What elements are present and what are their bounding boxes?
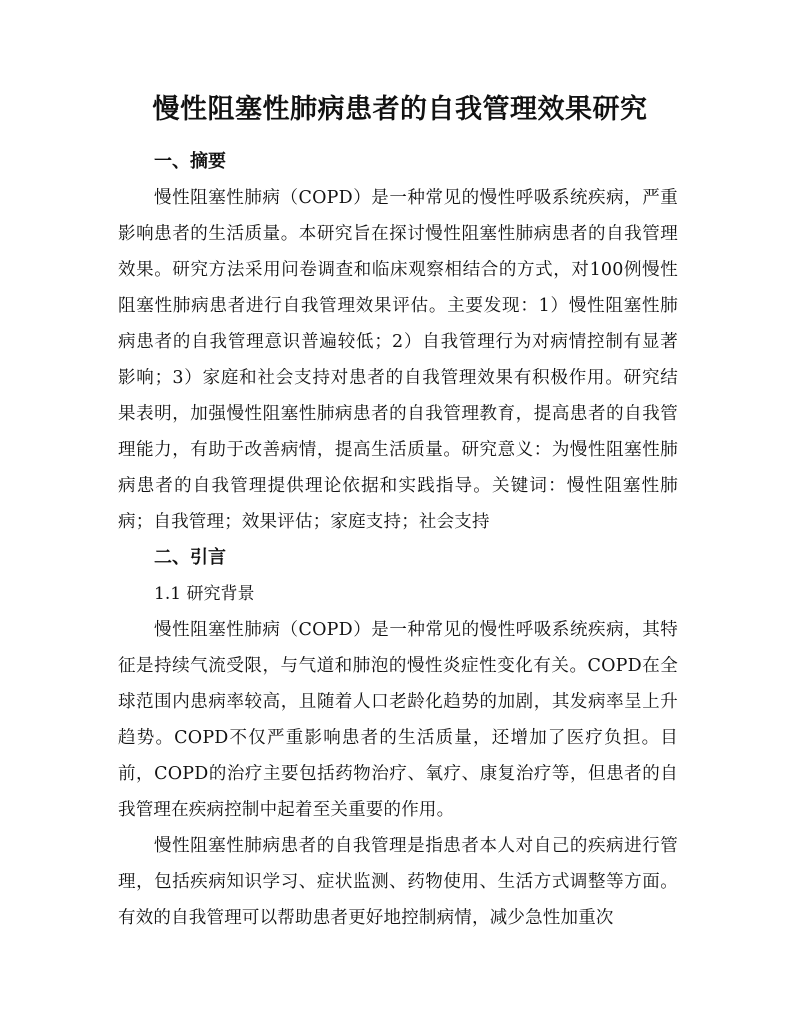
section-heading-abstract: 一、摘要 xyxy=(154,151,226,172)
section-heading-introduction: 二、引言 xyxy=(154,547,226,568)
background-paragraph-2: 慢性阻塞性肺病患者的自我管理是指患者本人对自己的疾病进行管理，包括疾病知识学习、症状监测、药物使用、生活方式调整等方面。有效的自我管理可以帮助患者更好地控制病情，减少急性加重次 xyxy=(118,836,678,928)
document-body xyxy=(118,144,678,936)
document-title: 慢性阻塞性肺病患者的自我管理效果研究 xyxy=(152,94,648,125)
abstract-paragraph: 慢性阻塞性肺病（COPD）是一种常见的慢性呼吸系统疾病，严重影响患者的生活质量。本研究旨在探讨慢性阻塞性肺病患者的自我管理效果。研究方法采用问卷调查和临床观察相结合的方式，对100例慢性阻塞性肺病患者进行自我管理效果评估。主要发现：1）慢性阻塞性肺病患者的自我管理意识普遍较低；2）自我管理行为对病情控制有显著影响；3）家庭和社会支持对患者的自我管理效果有积极作用。研究结果表明，加强慢性阻塞性肺病患者的自我管理教育，提高患者的自我管理能力，有助于改善病情，提高生活质量。研究意义：为慢性阻塞性肺病患者的自我管理提供理论依据和实践指导。关键词：慢性阻塞性肺病；自我管理；效果评估；家庭支持；社会支持 xyxy=(118,188,678,532)
subsection-heading-background: 1.1 研究背景 xyxy=(154,584,255,604)
background-paragraph-1: 慢性阻塞性肺病（COPD）是一种常见的慢性呼吸系统疾病，其特征是持续气流受限，与气道和肺泡的慢性炎症性变化有关。COPD在全球范围内患病率较高，且随着人口老龄化趋势的加剧，其发病率呈上升趋势。COPD不仅严重影响患者的生活质量，还增加了医疗负担。目前，COPD的治疗主要包括药物治疗、氧疗、康复治疗等，但患者的自我管理在疾病控制中起着至关重要的作用。 xyxy=(118,620,678,820)
